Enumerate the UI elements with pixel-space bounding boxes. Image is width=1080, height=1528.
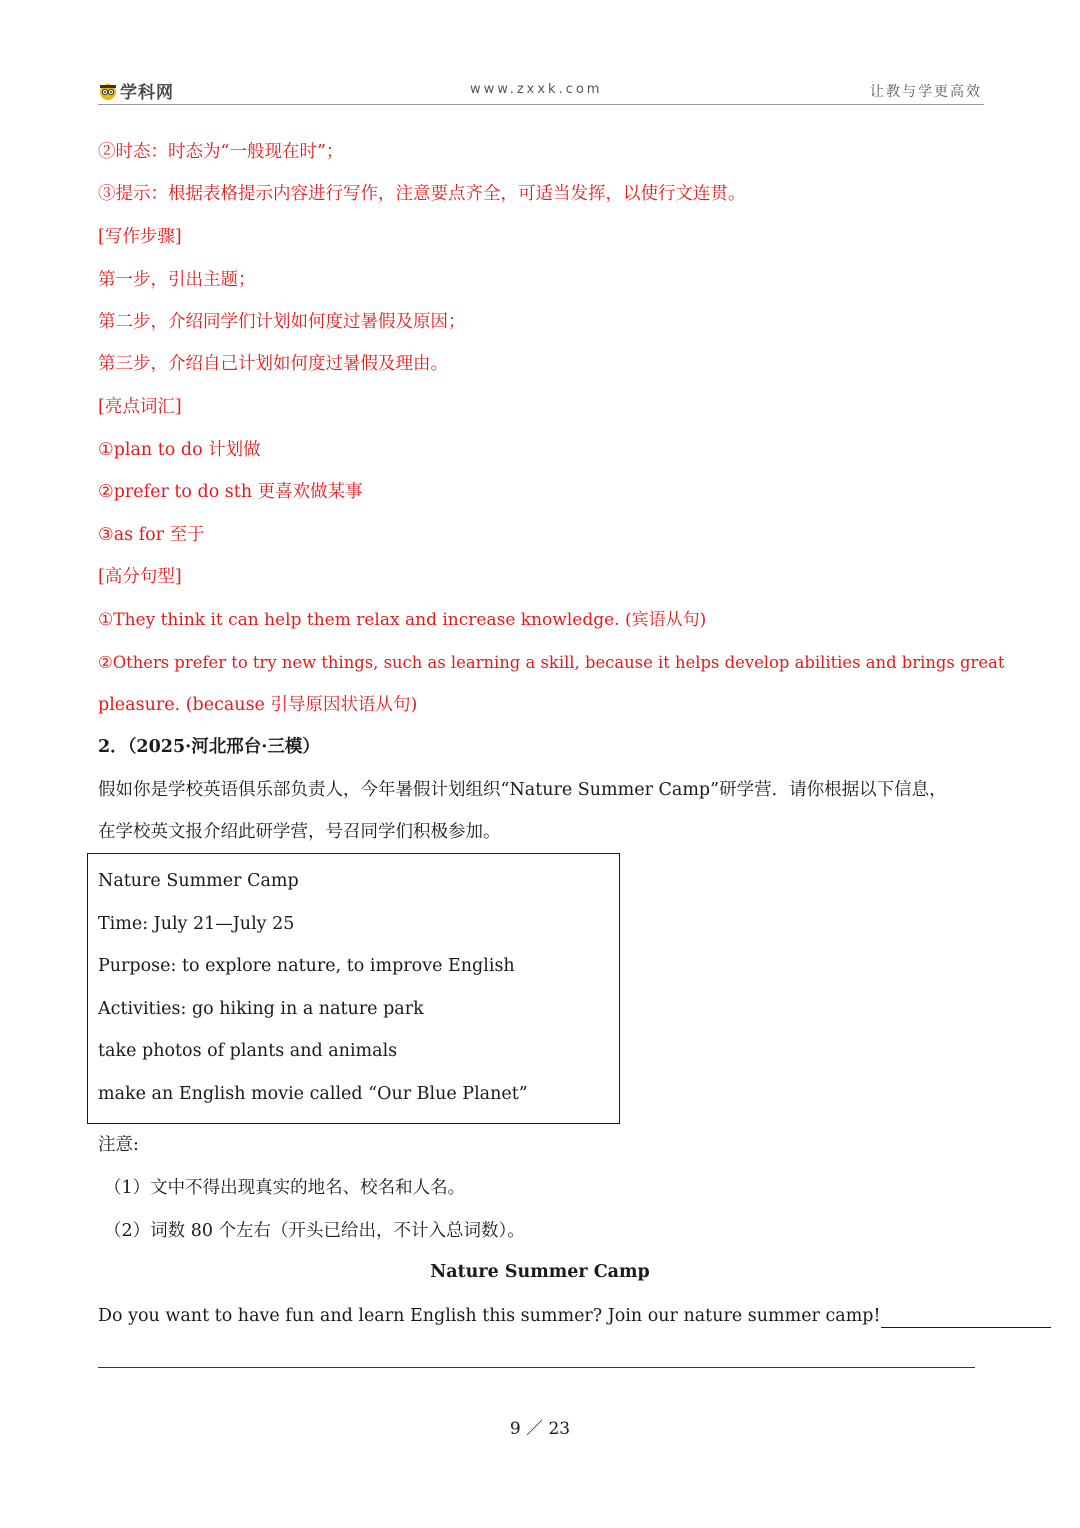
vocab-item: ③as for 至于 (98, 525, 205, 545)
analysis-line: 第二步，介绍同学们计划如何度过暑假及原因； (98, 312, 466, 332)
essay-start-line (98, 1304, 1051, 1328)
sentence-pattern: ①They think it can help them relax and increase knowledge. (宾语从句) (98, 610, 707, 630)
info-box (87, 853, 620, 1124)
page-number: 9 ／ 23 (509, 1419, 571, 1439)
sentence-pattern: ②Others prefer to try new things, such as learning a skill, because it helps develop abilities and brings great (98, 653, 1005, 672)
note-item: （2）词数 80 个左右（开头已给出，不计入总词数）。 (104, 1221, 525, 1241)
box-line: make an English movie called “Our Blue Planet” (98, 1084, 528, 1104)
header-slogan: 让教与学更高效 (870, 84, 982, 100)
answer-line[interactable] (98, 1367, 975, 1368)
note-item: （1）文中不得出现真实的地名、校名和人名。 (104, 1178, 466, 1198)
logo (98, 78, 174, 103)
question-header (98, 735, 320, 759)
box-line: Time: July 21—July 25 (98, 914, 295, 934)
box-line: Nature Summer Camp (98, 871, 299, 891)
question-prompt: 在学校英文报介绍此研学营，号召同学们积极参加。 (98, 822, 501, 842)
analysis-line: 第三步，介绍自己计划如何度过暑假及理由。 (98, 354, 448, 374)
essay-start: Do you want to have fun and learn English this summer? Join our nature summer camp! (98, 1306, 881, 1326)
page-header (98, 76, 984, 105)
question-number: 2． (98, 737, 128, 757)
box-line: Purpose: to explore nature, to improve English (98, 956, 515, 976)
question-source: （2025·河北邢台·三模） (127, 737, 320, 757)
vocab-item: ①plan to do 计划做 (98, 440, 261, 460)
essay-title: Nature Summer Camp (430, 1262, 650, 1282)
logo-text: 学科网 (120, 83, 174, 103)
question-prompt: 假如你是学校英语俱乐部负责人，今年暑假计划组织“Nature Summer Camp”研学营．请你根据以下信息， (98, 780, 947, 800)
box-line: take photos of plants and animals (98, 1041, 398, 1061)
vocab-item: ②prefer to do sth 更喜欢做某事 (98, 482, 363, 502)
notes-label: 注意: (98, 1135, 139, 1155)
site-url: www.zxxk.com (470, 82, 603, 97)
logo-mascot-icon (98, 81, 118, 101)
answer-blank[interactable] (881, 1309, 1051, 1328)
analysis-line: ③提示：根据表格提示内容进行写作，注意要点齐全，可适当发挥，以使行文连贯。 (98, 184, 746, 204)
section-heading: [写作步骤] (98, 227, 182, 247)
sentence-pattern-cont: pleasure. (because 引导原因状语从句) (98, 695, 418, 715)
analysis-line: 第一步，引出主题； (98, 270, 256, 290)
section-heading: [高分句型] (98, 567, 182, 587)
analysis-line: ②时态：时态为“一般现在时”； (98, 142, 344, 162)
section-heading: [亮点词汇] (98, 397, 182, 417)
box-line: Activities: go hiking in a nature park (98, 999, 424, 1019)
